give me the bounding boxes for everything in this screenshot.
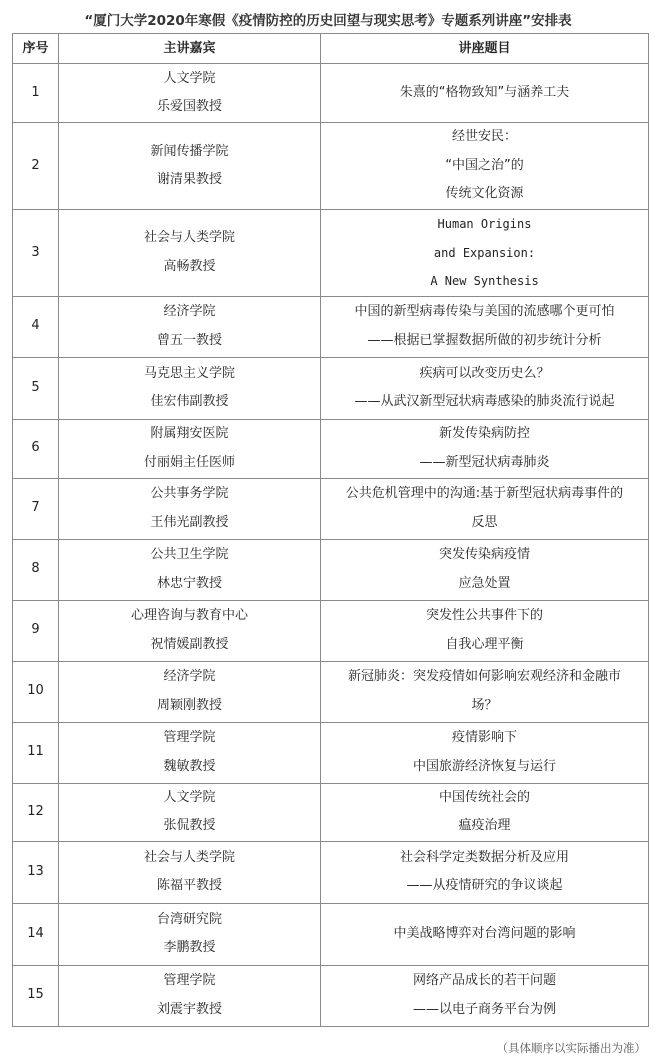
topic-line: 中美战略博弈对台湾问题的影响 — [393, 925, 576, 941]
topic-line: 疫情影响下 — [451, 730, 517, 745]
header-index: 序号 — [13, 34, 59, 64]
guest-name: 高畅教授 — [163, 258, 216, 274]
guest-name: 刘震宇教授 — [156, 1001, 222, 1017]
row-index: 2 — [13, 123, 59, 210]
guest-name: 谢清果教授 — [156, 172, 222, 187]
row-index: 3 — [13, 210, 59, 297]
row-topic — [321, 296, 649, 357]
topic-line: 朱熹的“格物致知”与涵养工夫 — [399, 84, 570, 100]
row-index: 14 — [13, 903, 59, 965]
row-guest — [59, 210, 321, 297]
guest-affiliation: 台湾研究院 — [156, 911, 222, 927]
page-title: “厦门大学2020年寒假《疫情防控的历史回望与现实思考》专题系列讲座”安排表 — [84, 13, 572, 29]
table-row — [13, 123, 649, 210]
row-guest — [59, 123, 321, 210]
row-guest — [59, 357, 321, 419]
topic-line: 中国旅游经济恢复与运行 — [412, 758, 556, 774]
topic-line: 新冠肺炎：突发疫情如何影响宏观经济和金融市 — [347, 669, 621, 684]
row-guest — [59, 783, 321, 841]
topic-line: 疾病可以改变历史么？ — [419, 365, 550, 381]
row-topic — [321, 539, 649, 600]
row-index: 15 — [13, 965, 59, 1026]
guest-affiliation: 经济学院 — [163, 304, 216, 319]
guest-name: 王伟光副教授 — [150, 514, 229, 530]
topic-line: 传统文化资源 — [445, 186, 524, 202]
table-header-row — [13, 34, 649, 64]
guest-name: 陈福平教授 — [156, 878, 222, 893]
row-topic — [321, 419, 649, 478]
row-topic — [321, 841, 649, 903]
topic-line: A New Synthesis — [430, 274, 539, 288]
guest-name: 曾五一教授 — [156, 332, 222, 348]
row-index: 7 — [13, 478, 59, 539]
guest-affiliation: 管理学院 — [163, 973, 216, 988]
row-guest — [59, 600, 321, 661]
header-guest: 主讲嘉宾 — [59, 34, 321, 64]
topic-line: 社会科学定类数据分析及应用 — [399, 849, 569, 865]
row-topic — [321, 478, 649, 539]
guest-affiliation: 人文学院 — [163, 789, 216, 805]
topic-line: 新发传染病防控 — [438, 426, 530, 441]
table-row — [13, 419, 649, 478]
guest-affiliation: 公共卫生学院 — [150, 547, 229, 562]
row-index: 9 — [13, 600, 59, 661]
lecture-schedule-table — [12, 33, 649, 1027]
row-guest — [59, 965, 321, 1026]
guest-affiliation: 管理学院 — [163, 730, 216, 745]
guest-name: 付丽娟主任医师 — [143, 454, 235, 470]
row-index: 4 — [13, 296, 59, 357]
row-index: 12 — [13, 783, 59, 841]
topic-line: 中国的新型病毒传染与美国的流感哪个更可怕 — [354, 304, 615, 319]
topic-line: “中国之治”的 — [445, 157, 524, 173]
row-index: 1 — [13, 64, 59, 123]
topic-line: ——从疫情研究的争议谈起 — [406, 878, 563, 893]
topic-line: 公共危机管理中的沟通:基于新型冠状病毒事件的 — [345, 486, 624, 501]
row-topic — [321, 722, 649, 783]
row-topic — [321, 783, 649, 841]
topic-line: 突发性公共事件下的 — [425, 608, 543, 623]
table-row — [13, 296, 649, 357]
guest-affiliation: 社会与人类学院 — [143, 849, 235, 865]
table-row — [13, 783, 649, 841]
row-topic — [321, 123, 649, 210]
row-topic — [321, 600, 649, 661]
table-row — [13, 841, 649, 903]
row-guest — [59, 64, 321, 123]
table-row — [13, 357, 649, 419]
row-index: 6 — [13, 419, 59, 478]
row-guest — [59, 296, 321, 357]
row-topic — [321, 357, 649, 419]
topic-line: ——以电子商务平台为例 — [412, 1001, 556, 1017]
guest-name: 祝情媛副教授 — [150, 636, 229, 652]
row-guest — [59, 661, 321, 722]
guest-affiliation: 附属翔安医院 — [150, 426, 229, 441]
row-index: 8 — [13, 539, 59, 600]
topic-line: 突发传染病疫情 — [438, 547, 530, 562]
guest-affiliation: 心理咨询与教育中心 — [130, 608, 248, 623]
row-index: 11 — [13, 722, 59, 783]
guest-name: 佳宏伟副教授 — [150, 394, 229, 409]
topic-line: 经世安民： — [451, 129, 517, 145]
row-topic — [321, 64, 649, 123]
topic-line: 自我心理平衡 — [445, 636, 524, 652]
topic-line: Human Origins — [437, 217, 532, 231]
row-guest — [59, 722, 321, 783]
guest-name: 乐爱国教授 — [156, 99, 222, 114]
guest-name: 周颖刚教授 — [156, 697, 222, 713]
footnote: （具体顺序以实际播出为准） — [496, 1041, 646, 1055]
guest-affiliation: 马克思主义学院 — [143, 365, 235, 381]
table-row — [13, 965, 649, 1026]
guest-affiliation: 公共事务学院 — [150, 486, 229, 501]
row-guest — [59, 478, 321, 539]
topic-line: 场？ — [471, 697, 498, 713]
row-guest — [59, 539, 321, 600]
topic-line: ——根据已掌握数据所做的初步统计分析 — [367, 332, 602, 348]
table-row — [13, 661, 649, 722]
topic-line: 应急处置 — [458, 575, 511, 591]
topic-line: 反思 — [471, 514, 498, 530]
table-row — [13, 64, 649, 123]
topic-line: and Expansion: — [433, 245, 536, 260]
row-topic — [321, 965, 649, 1026]
row-guest — [59, 419, 321, 478]
guest-affiliation: 人文学院 — [163, 70, 216, 86]
table-row — [13, 903, 649, 965]
row-guest — [59, 903, 321, 965]
header-topic: 讲座题目 — [321, 34, 649, 64]
table-row — [13, 478, 649, 539]
guest-name: 李鹏教授 — [163, 940, 216, 955]
table-row — [13, 210, 649, 297]
row-topic — [321, 210, 649, 297]
table-body — [13, 64, 649, 1027]
guest-affiliation: 社会与人类学院 — [143, 230, 235, 246]
row-index: 10 — [13, 661, 59, 722]
table-row — [13, 722, 649, 783]
guest-affiliation: 经济学院 — [163, 669, 216, 684]
row-topic — [321, 661, 649, 722]
row-topic — [321, 903, 649, 965]
row-index: 5 — [13, 357, 59, 419]
table-row — [13, 600, 649, 661]
row-index: 13 — [13, 841, 59, 903]
guest-name: 张侃教授 — [163, 818, 216, 833]
topic-line: 瘟疫治理 — [458, 818, 511, 833]
guest-name: 魏敏教授 — [163, 758, 216, 774]
table-row — [13, 539, 649, 600]
topic-line: 网络产品成长的若干问题 — [412, 973, 556, 988]
guest-name: 林忠宁教授 — [156, 575, 222, 591]
guest-affiliation: 新闻传播学院 — [150, 143, 229, 159]
topic-line: ——新型冠状病毒肺炎 — [419, 454, 550, 470]
topic-line: 中国传统社会的 — [438, 789, 530, 805]
row-guest — [59, 841, 321, 903]
topic-line: ——从武汉新型冠状病毒感染的肺炎流行说起 — [354, 394, 615, 409]
